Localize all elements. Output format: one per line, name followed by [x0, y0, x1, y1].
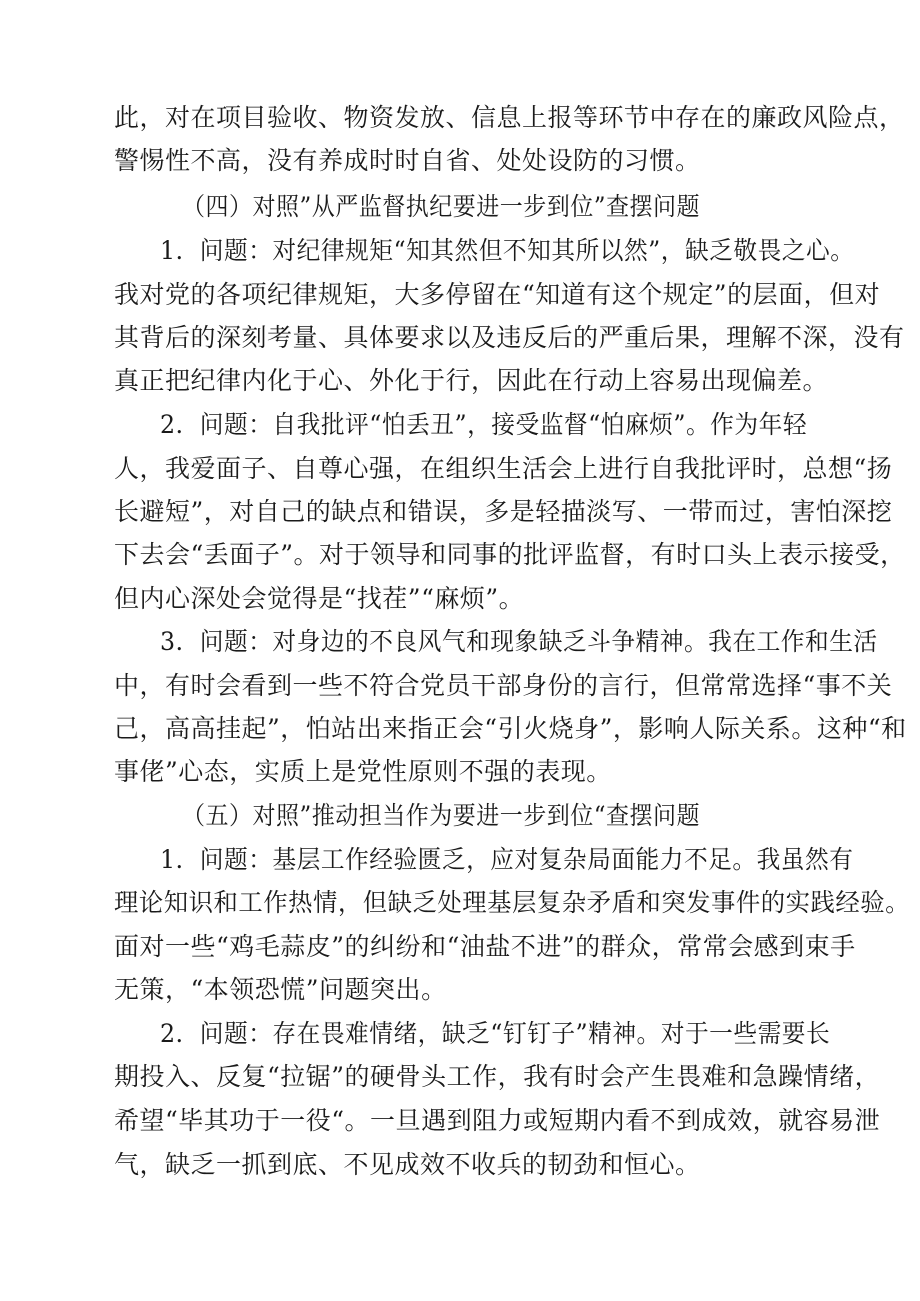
- paragraph-line: 面对一些“鸡毛蒜皮”的纠纷和“油盐不进”的群众，常常会感到束手: [114, 932, 856, 961]
- problem-2-line: 2．问题：存在畏难情绪，缺乏“钉钉子”精神。对于一些需要长: [160, 1019, 831, 1048]
- paragraph-line: 期投入、反复“拉锯”的硬骨头工作，我有时会产生畏难和急躁情绪，: [114, 1062, 881, 1091]
- problem-2-line: 2．问题：自我批评“怕丢丑”，接受监督“怕麻烦”。作为年轻: [160, 410, 808, 439]
- paragraph-line: 长避短”，对自己的缺点和错误，多是轻描淡写、一带而过，害怕深挖: [114, 497, 893, 526]
- paragraph-line: 己，高高挂起”，怕站出来指正会“引火烧身”，影响人际关系。这种“和: [114, 714, 907, 743]
- paragraph-line: 警惕性不高，没有养成时时自省、处处设防的习惯。: [114, 146, 701, 175]
- paragraph-line: 理论知识和工作热情，但缺乏处理基层复杂矛盾和突发事件的实践经验。: [114, 888, 911, 917]
- paragraph-line: 人，我爱面子、自尊心强，在组织生活会上进行自我批评时，总想“扬: [114, 454, 893, 483]
- paragraph-line: 无策，“本领恐慌”问题突出。: [114, 975, 447, 1004]
- problem-3-line: 3．问题：对身边的不良风气和现象缺乏斗争精神。我在工作和生活: [160, 627, 878, 656]
- section-heading-5: （五）对照”推动担当作为要进一步到位“查摆问题: [182, 801, 700, 830]
- section-heading-4: （四）对照”从严监督执纪要进一步到位”查摆问题: [182, 192, 700, 221]
- problem-1-line: 1．问题：基层工作经验匮乏，应对复杂局面能力不足。我虽然有: [160, 845, 854, 874]
- paragraph-line: 其背后的深刻考量、具体要求以及违反后的严重后果，理解不深，没有: [114, 323, 905, 352]
- paragraph-line: 事佬”心态，实质上是党性原则不强的表现。: [114, 757, 612, 786]
- paragraph-line: 真正把纪律内化于心、外化于行，因此在行动上容易出现偏差。: [114, 366, 829, 395]
- paragraph-line: 但内心深处会觉得是“找茬”“麻烦”。: [114, 584, 525, 613]
- problem-1-line: 1．问题：对纪律规矩“知其然但不知其所以然”，缺乏敬畏之心。: [160, 236, 855, 265]
- paragraph-line: 希望“毕其功于一役“。一旦遇到阻力或短期内看不到成效，就容易泄: [114, 1106, 881, 1135]
- paragraph-line: 我对党的各项纪律规矩，大多停留在“知道有这个规定”的层面，但对: [114, 280, 881, 309]
- paragraph-line: 下去会“丢面子”。对于领导和同事的批评监督，有时口头上表示接受，: [114, 540, 906, 569]
- paragraph-line: 气，缺乏一抓到底、不见成效不收兵的韧劲和恒心。: [114, 1150, 701, 1179]
- paragraph-line: 此，对在项目验收、物资发放、信息上报等环节中存在的廉政风险点，: [114, 103, 905, 132]
- paragraph-line: 中，有时会看到一些不符合党员干部身份的言行，但常常选择“事不关: [114, 671, 893, 700]
